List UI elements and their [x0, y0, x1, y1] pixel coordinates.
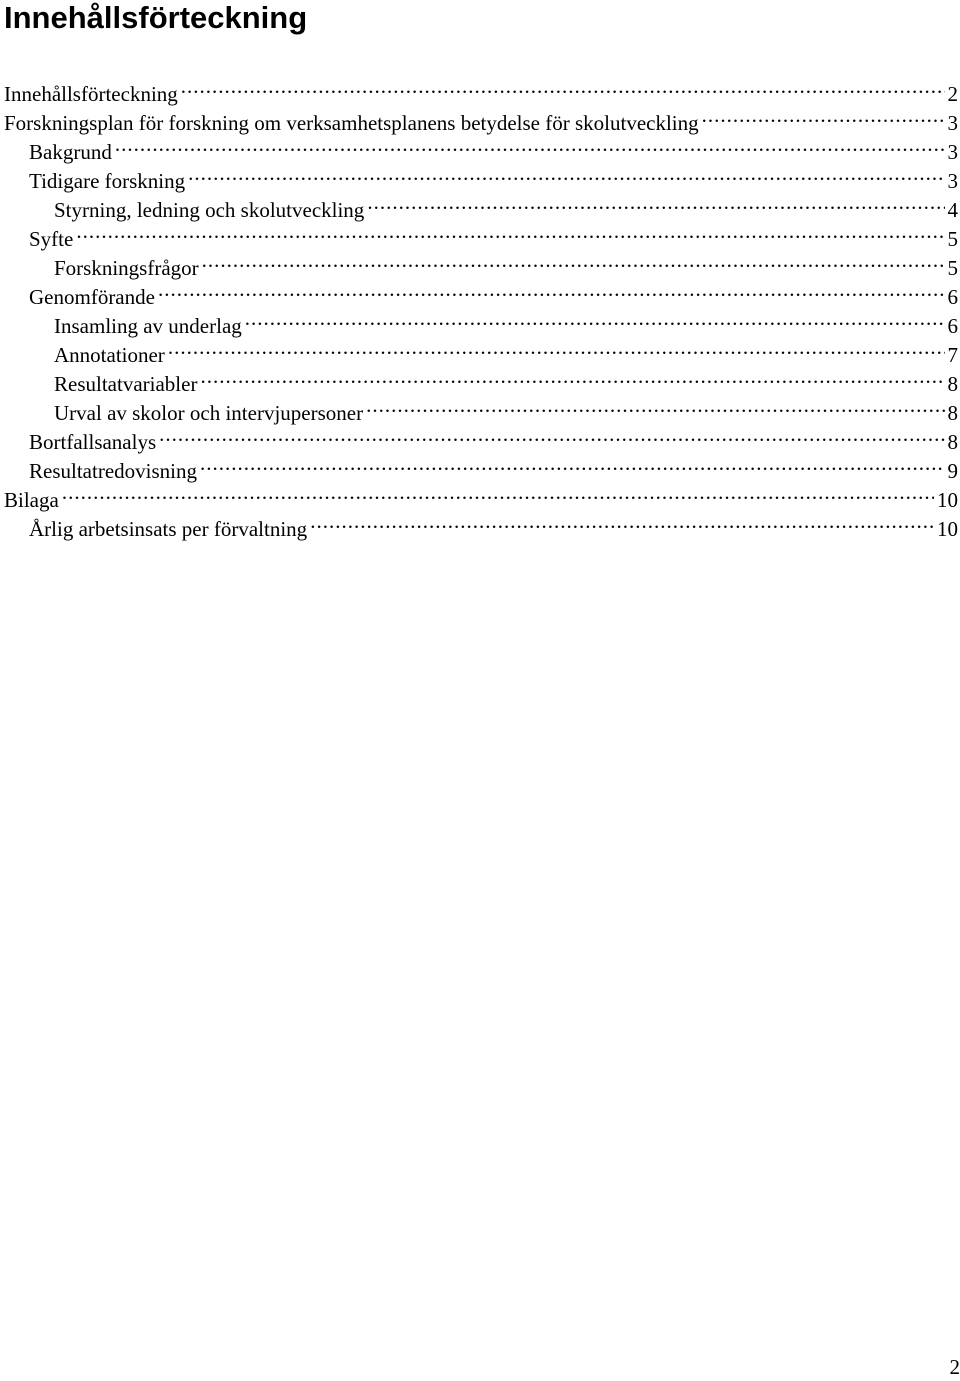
- toc-entry[interactable]: [0, 72, 960, 106]
- toc-entry-title: Bortfallsanalys: [29, 430, 157, 454]
- toc-entry-title: Resultatredovisning: [29, 459, 197, 483]
- dot-leader: [158, 275, 945, 304]
- toc-entry-title: Årlig arbetsinsats per förvaltning: [29, 517, 308, 541]
- toc-entry-page: 2: [947, 82, 958, 106]
- dot-leader: [115, 130, 945, 159]
- toc-entry-page: 3: [947, 111, 958, 135]
- dot-leader: [76, 217, 944, 246]
- toc-entry-page: 7: [947, 343, 958, 367]
- toc-entry[interactable]: [0, 217, 960, 251]
- dot-leader: [168, 333, 945, 362]
- dot-leader: [702, 101, 945, 130]
- toc-entry-title: Urval av skolor och intervjupersoner: [54, 401, 364, 425]
- toc-entry[interactable]: [0, 159, 960, 193]
- toc-entry-title: Annotationer: [54, 343, 165, 367]
- toc-entry-page: 5: [947, 227, 958, 251]
- toc-entry-title: Resultatvariabler: [54, 372, 198, 396]
- toc-entry-title: Forskningsfrågor: [54, 256, 199, 280]
- toc-entry-title: Genomförande: [29, 285, 155, 309]
- toc-entry-title: Styrning, ledning och skolutveckling: [54, 198, 365, 222]
- dot-leader: [366, 391, 944, 420]
- toc-entry-page: 8: [947, 430, 958, 454]
- toc-entry-page: 10: [937, 517, 958, 541]
- toc-entry-page: 9: [947, 459, 958, 483]
- toc-entry[interactable]: [0, 478, 960, 512]
- toc-entry-title: Bakgrund: [29, 140, 112, 164]
- toc-entry-title: Bilaga: [4, 488, 59, 512]
- toc-entry-title: Insamling av underlag: [54, 314, 242, 338]
- toc-entry[interactable]: [0, 130, 960, 164]
- toc-entry[interactable]: [0, 507, 960, 541]
- dot-leader: [200, 362, 944, 391]
- toc-entry-page: 3: [947, 169, 958, 193]
- toc-entry-title: Innehållsförteckning: [4, 82, 178, 106]
- dot-leader: [159, 420, 944, 449]
- toc-entry-page: 4: [947, 198, 958, 222]
- toc-entry-title: Forskningsplan för forskning om verksamhetsplanens betydelse för skolutveckling: [4, 111, 699, 135]
- toc-entry-page: 6: [947, 314, 958, 338]
- dot-leader: [181, 72, 945, 101]
- toc-entry-title: Syfte: [29, 227, 74, 251]
- dot-leader: [367, 188, 944, 217]
- toc-entry-page: 3: [947, 140, 958, 164]
- toc-entry-title: Tidigare forskning: [29, 169, 186, 193]
- page-title: Innehållsförteckning: [4, 0, 308, 35]
- toc-entry-page: 5: [947, 256, 958, 280]
- dot-leader: [245, 304, 945, 333]
- toc-entry-page: 8: [947, 372, 958, 396]
- page-number: 2: [949, 1355, 960, 1379]
- toc-entry-page: 10: [937, 488, 958, 512]
- dot-leader: [310, 507, 934, 536]
- dot-leader: [202, 246, 945, 275]
- table-of-contents: [0, 72, 960, 541]
- dot-leader: [62, 478, 934, 507]
- dot-leader: [200, 449, 945, 478]
- toc-entry-page: 8: [947, 401, 958, 425]
- dot-leader: [188, 159, 944, 188]
- toc-entry-page: 6: [947, 285, 958, 309]
- toc-entry[interactable]: [0, 246, 960, 280]
